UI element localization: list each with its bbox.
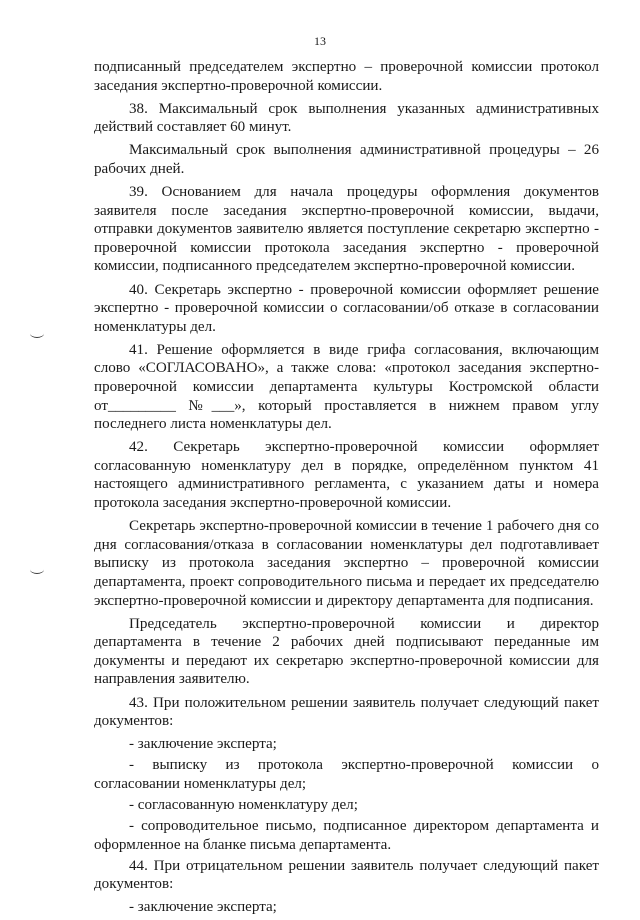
- list-item: - согласованную номенклатуру дел;: [129, 796, 358, 813]
- binding-mark-lower: [30, 565, 44, 574]
- paragraph-41: 41. Решение оформляется в виде грифа согласования, включающим слово «СОГЛАСОВАНО», а также слова: «протокол заседания экспертно-проверочной комиссии департамента культуры Костромской области от_________ №___», который проставляется в нижнем правом углу последнего листа номенклатуры дел.: [94, 341, 599, 433]
- paragraph-38-max-term: Максимальный срок выполнения административной процедуры – 26 рабочих дней.: [94, 142, 599, 177]
- list-item: - заключение эксперта;: [129, 736, 277, 753]
- paragraph-39: 39. Основанием для начала процедуры оформления документов заявителя после заседания экспертно-проверочной комиссии, выдачи, отправки документов заявителю является поступление секретарю экспертно - проверочной комиссии протокола заседания экспертно - проверочной комиссии, подписанного председателем экспертно-проверочной комиссии.: [94, 184, 599, 275]
- list-item: - выписку из протокола экспертно-проверочной комиссии о согласовании номенклатуры дел;: [94, 757, 599, 792]
- page-number: 13: [314, 34, 326, 48]
- list-item: - сопроводительное письмо, подписанное директором департамента и оформленное на бланке письма департамента.: [94, 818, 599, 853]
- paragraph-43: 43. При положительном решении заявитель получает следующий пакет документов:: [94, 694, 599, 730]
- paragraph-44: 44. При отрицательном решении заявитель получает следующий пакет документов:: [94, 857, 599, 893]
- paragraph-40: 40. Секретарь экспертно - проверочной комиссии оформляет решение экспертно - проверочной комиссии о согласовании/об отказе в согласовании номенклатуры дел.: [94, 281, 599, 335]
- paragraph-42-secretary: Секретарь экспертно-проверочной комиссии в течение 1 рабочего дня со дня согласования/отказа в согласовании номенклатуры дел подготавливает выписку из протокола заседания экспертно – проверочной комиссии департамента, проект сопроводительного письма и передает их председателю экспертно-проверочной комиссии и директору департамента для подписания.: [94, 518, 599, 609]
- paragraph-38: 38. Максимальный срок выполнения указанных административных действий составляет 60 минут.: [94, 100, 599, 136]
- paragraph-continuation: подписанный председателем экспертно – проверочной комиссии протокол заседания экспертно-проверочной комиссии.: [94, 59, 599, 94]
- paragraph-42-chairman: Председатель экспертно-проверочной комиссии и директор департамента в течение 2 рабочих дней подписывают переданные им документы и передают их секретарю экспертно-проверочной комиссии для направления заявителю.: [94, 615, 599, 688]
- document-body: [94, 58, 599, 920]
- binding-mark-upper: [30, 329, 44, 338]
- paragraph-42: 42. Секретарь экспертно-проверочной комиссии оформляет согласованную номенклатуру дел в порядке, определённом пунктом 41 настоящего административного регламента, с указанием даты и номера протокола заседания экспертно-проверочной комиссии.: [94, 439, 599, 512]
- list-item: - заключение эксперта;: [129, 899, 277, 916]
